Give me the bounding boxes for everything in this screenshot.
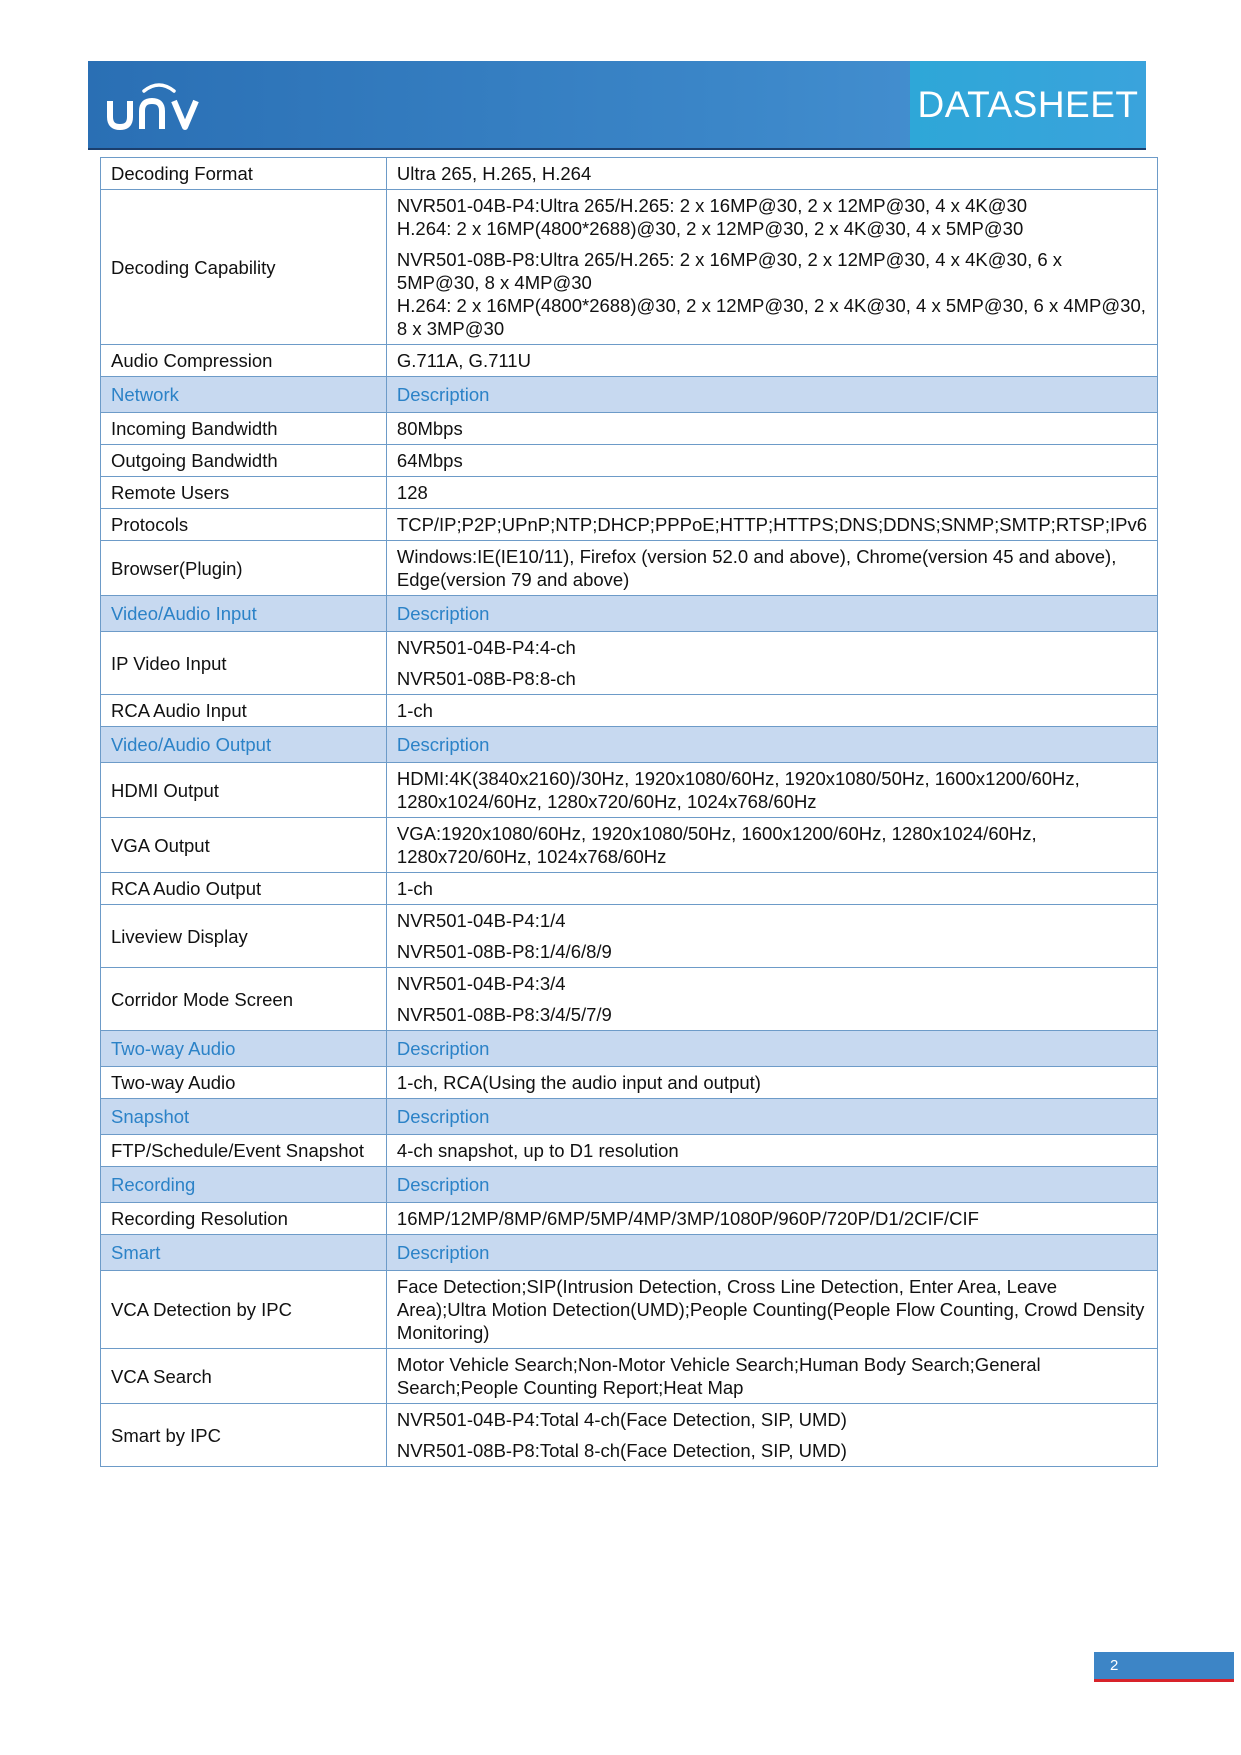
spec-value (386, 1404, 1157, 1467)
spec-value (386, 345, 1157, 377)
spec-value-line: 4-ch snapshot, up to D1 resolution (396, 1140, 679, 1161)
spec-row (101, 1404, 1158, 1467)
section-description-label: Description (386, 727, 1157, 763)
section-header-row (101, 1099, 1158, 1135)
spec-value-line: NVR501-04B-P4:Ultra 265/H.265: 2 x 16MP@30, 2 x 12MP@30, 4 x 4K@30 (396, 195, 1028, 216)
spec-row (101, 158, 1158, 190)
section-header-row (101, 377, 1158, 413)
unv-logo (104, 77, 214, 137)
spec-row (101, 1349, 1158, 1404)
spec-value-line: Face Detection;SIP(Intrusion Detection, Cross Line Detection, Enter Area, Leave Area);Ultra Motion Detection(UMD);People Counting(People Flow Counting, Crowd Density Monitoring) (396, 1276, 1145, 1343)
spec-value-line: 1-ch (396, 700, 433, 721)
spec-row (101, 1135, 1158, 1167)
spec-value (386, 541, 1157, 596)
spec-label: Remote Users (101, 477, 387, 509)
section-description-label: Description (386, 596, 1157, 632)
section-header-row (101, 1167, 1158, 1203)
spec-label: Outgoing Bandwidth (101, 445, 387, 477)
spec-row (101, 1271, 1158, 1349)
spec-value-line: H.264: 2 x 16MP(4800*2688)@30, 2 x 12MP@30, 2 x 4K@30, 4 x 5MP@30, 6 x 4MP@30, 8 x 3MP@30 (396, 295, 1146, 339)
spec-value-line: 80Mbps (396, 418, 463, 439)
spec-label: RCA Audio Input (101, 695, 387, 727)
spec-label: Two-way Audio (101, 1067, 387, 1099)
spec-label: Corridor Mode Screen (101, 968, 387, 1031)
spec-value (386, 905, 1157, 968)
spec-label: Recording Resolution (101, 1203, 387, 1235)
spec-label: IP Video Input (101, 632, 387, 695)
spec-table (100, 157, 1158, 1467)
spec-label: Smart by IPC (101, 1404, 387, 1467)
section-header-row (101, 1235, 1158, 1271)
spec-value (386, 413, 1157, 445)
spec-value (386, 190, 1157, 345)
section-title: Video/Audio Input (101, 596, 387, 632)
spec-value-line: 16MP/12MP/8MP/6MP/5MP/4MP/3MP/1080P/960P/720P/D1/2CIF/CIF (396, 1208, 979, 1229)
spec-value (386, 477, 1157, 509)
section-description-label: Description (386, 1031, 1157, 1067)
spec-row (101, 1203, 1158, 1235)
spec-value-line: NVR501-04B-P4:3/4 (396, 973, 566, 994)
spec-value-line: NVR501-04B-P4:1/4 (396, 910, 566, 931)
spec-value-line: G.711A, G.711U (396, 350, 531, 371)
spec-value (386, 1203, 1157, 1235)
section-title: Snapshot (101, 1099, 387, 1135)
spec-value-line: NVR501-08B-P8:Total 8-ch(Face Detection, SIP, UMD) (396, 1440, 847, 1461)
spec-value (386, 1135, 1157, 1167)
spec-value-line: NVR501-04B-P4:4-ch (396, 637, 576, 658)
spec-value (386, 1349, 1157, 1404)
section-header-row (101, 1031, 1158, 1067)
spec-row (101, 695, 1158, 727)
spec-value (386, 873, 1157, 905)
spec-label: VCA Detection by IPC (101, 1271, 387, 1349)
section-description-label: Description (386, 1235, 1157, 1271)
spec-label: VCA Search (101, 1349, 387, 1404)
spec-value-line: Motor Vehicle Search;Non-Motor Vehicle Search;Human Body Search;General Search;People Counting Report;Heat Map (396, 1354, 1041, 1398)
spec-value-line: NVR501-08B-P8:Ultra 265/H.265: 2 x 16MP@30, 2 x 12MP@30, 4 x 4K@30, 6 x 5MP@30, 8 x 4MP@30 (396, 249, 1063, 293)
spec-value-line: 64Mbps (396, 450, 463, 471)
spec-row (101, 905, 1158, 968)
section-title: Two-way Audio (101, 1031, 387, 1067)
spec-value-line: 1-ch, RCA(Using the audio input and output) (396, 1072, 761, 1093)
spec-value (386, 763, 1157, 818)
spec-value-line: NVR501-08B-P8:8-ch (396, 668, 576, 689)
section-title: Recording (101, 1167, 387, 1203)
spec-row (101, 509, 1158, 541)
spec-value-line: NVR501-04B-P4:Total 4-ch(Face Detection, SIP, UMD) (396, 1409, 847, 1430)
spec-value-line: HDMI:4K(3840x2160)/30Hz, 1920x1080/60Hz, 1920x1080/50Hz, 1600x1200/60Hz, 1280x1024/60Hz, 1280x720/60Hz, 1024x768/60Hz (396, 768, 1080, 812)
spec-row (101, 477, 1158, 509)
spec-label: Decoding Capability (101, 190, 387, 345)
spec-value (386, 1067, 1157, 1099)
spec-label: Audio Compression (101, 345, 387, 377)
spec-row (101, 632, 1158, 695)
spec-value-line: TCP/IP;P2P;UPnP;NTP;DHCP;PPPoE;HTTP;HTTPS;DNS;DDNS;SNMP;SMTP;RTSP;IPv6 (396, 514, 1147, 535)
spec-label: RCA Audio Output (101, 873, 387, 905)
spec-label: VGA Output (101, 818, 387, 873)
spec-row (101, 873, 1158, 905)
spec-value (386, 158, 1157, 190)
spec-value (386, 818, 1157, 873)
section-description-label: Description (386, 1099, 1157, 1135)
spec-label: FTP/Schedule/Event Snapshot (101, 1135, 387, 1167)
spec-label: Liveview Display (101, 905, 387, 968)
section-title: Network (101, 377, 387, 413)
spec-value-line: Windows:IE(IE10/11), Firefox (version 52.0 and above), Chrome(version 45 and above), Edge(version 79 and above) (396, 546, 1117, 590)
spec-value-line: 1-ch (396, 878, 433, 899)
spec-value (386, 509, 1157, 541)
spec-row (101, 445, 1158, 477)
spec-row (101, 190, 1158, 345)
page-number: 2 (1094, 1652, 1234, 1682)
spec-value-line: VGA:1920x1080/60Hz, 1920x1080/50Hz, 1600x1200/60Hz, 1280x1024/60Hz, 1280x720/60Hz, 1024x768/60Hz (396, 823, 1037, 867)
section-title: Video/Audio Output (101, 727, 387, 763)
spec-label: Protocols (101, 509, 387, 541)
section-header-row (101, 596, 1158, 632)
spec-value-line: Ultra 265, H.265, H.264 (396, 163, 592, 184)
spec-value (386, 968, 1157, 1031)
section-header-row (101, 727, 1158, 763)
spec-value (386, 1271, 1157, 1349)
spec-value-line: NVR501-08B-P8:3/4/5/7/9 (396, 1004, 612, 1025)
spec-row (101, 763, 1158, 818)
spec-row (101, 345, 1158, 377)
spec-value (386, 695, 1157, 727)
spec-row (101, 413, 1158, 445)
spec-row (101, 541, 1158, 596)
spec-value-line: 128 (396, 482, 428, 503)
spec-value (386, 632, 1157, 695)
spec-row (101, 818, 1158, 873)
section-description-label: Description (386, 377, 1157, 413)
spec-label: Browser(Plugin) (101, 541, 387, 596)
spec-value-line: NVR501-08B-P8:1/4/6/8/9 (396, 941, 612, 962)
page-header (88, 61, 1146, 150)
spec-row (101, 1067, 1158, 1099)
section-title: Smart (101, 1235, 387, 1271)
section-description-label: Description (386, 1167, 1157, 1203)
spec-label: Decoding Format (101, 158, 387, 190)
spec-label: Incoming Bandwidth (101, 413, 387, 445)
spec-value-line: H.264: 2 x 16MP(4800*2688)@30, 2 x 12MP@30, 2 x 4K@30, 4 x 5MP@30 (396, 218, 1024, 239)
spec-value (386, 445, 1157, 477)
spec-label: HDMI Output (101, 763, 387, 818)
datasheet-badge: DATASHEET (910, 61, 1146, 148)
spec-row (101, 968, 1158, 1031)
